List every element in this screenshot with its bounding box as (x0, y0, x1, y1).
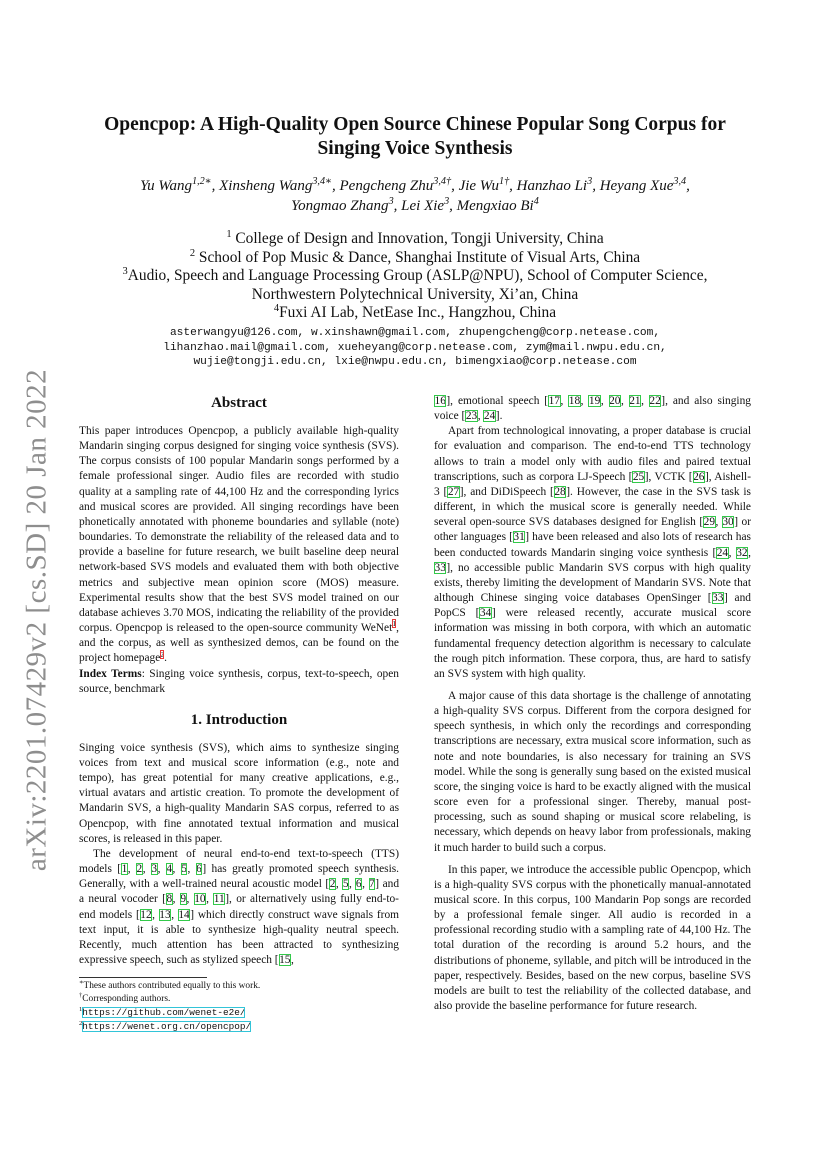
intro-paragraph-continued: 16], emotional speech [17, 18, 19, 20, 21, 22], and also singing voice [23, 24]. (434, 395, 751, 423)
citation-link[interactable]: 4 (166, 863, 173, 876)
citation-link[interactable]: 7 (369, 878, 375, 891)
email-line: lihanzhao.mail@gmail.com, xueheyang@corp.netease.com, zym@mail.nwpu.edu.cn, (163, 341, 667, 354)
footnote-equal-contribution: ∗These authors contributed equally to this work. (79, 978, 261, 991)
citation-link[interactable]: 1 (121, 863, 128, 876)
citation-link[interactable]: 5 (342, 878, 349, 891)
citation-link[interactable]: 16 (434, 395, 446, 407)
arxiv-identifier: arXiv:2201.07429v2 [cs.SD] 20 Jan 2022 (20, 368, 53, 872)
email-line: wujie@tongji.edu.cn, lxie@nwpu.edu.cn, bimengxiao@corp.netease.com (193, 356, 637, 369)
footnote-link[interactable]: 2 (160, 649, 165, 659)
citation-link[interactable]: 33 (434, 561, 446, 574)
intro-paragraph: Singing voice synthesis (SVS), which aims to synthesize singing voices from text and musical score information (e.g., note and tempo), has great potential for many creative applications, e.g., virtual avatars and artistic creation. To promote the development of Mandarin SVS, a high-quality Mandarin SAS corpus, referred to as Opencpop, with fine annotated textual information and musical scores, is released in this paper. (79, 741, 399, 845)
citation-link[interactable]: 22 (649, 395, 661, 407)
intro-paragraph: The development of neural end-to-end text-to-speech (TTS) models [1, 2, 3, 4, 5, 6] has greatly promoted speech synthesis. Generally, with a well-trained neural acoustic model [2, 5, 6, 7] and a neural vocoder [8, 9, 10, 11], or alternatively using fully end-to-end models [12, 13, 14] which directly construct wave signals from text input, it is able to synthesize high-quality neutral speech. Recently, much attention has been attracted to synthesizing expressive speech, such as stylized speech [15, (79, 847, 400, 966)
author: Heyang Xue$^{3,4}$ (599, 176, 687, 194)
citation-link[interactable]: 31 (513, 531, 525, 544)
footnote-2: $^2$https://wenet.org.cn/opencpop/ (79, 1019, 252, 1032)
footnote-link[interactable]: 1 (392, 619, 397, 629)
index-terms: Index Terms: Singing voice synthesis, corpus, text-to-speech, open source, benchmark (79, 667, 399, 695)
affiliation: $^1$ College of Design and Innovation, Tongji University, China (226, 228, 604, 247)
affiliation: $^2$ School of Pop Music & Dance, Shanghai Institute of Visual Arts, China (189, 247, 641, 266)
citation-link[interactable]: 19 (588, 395, 601, 407)
affiliations (80, 230, 750, 323)
citation-link[interactable]: 21 (629, 395, 641, 407)
citation-link[interactable]: 34 (479, 607, 492, 620)
author: Jie $Wu^{1\dagger}$ (458, 176, 510, 194)
citation-link[interactable]: 30 (722, 516, 734, 529)
abstract-paragraph: This paper introduces Opencpop, a publicly available high-quality Mandarin singing corpus designed for singing voice synthesis (SVS). The corpus consists of 100 popular Mandarin songs performed by a female professional singer. Audio files are recorded with studio quality at a sampling rate of 44,100 Hz and the corresponding lyrics and musical scores are provided. All singing recordings have been phonetically annotated with phoneme boundaries and syllable (note) boundaries. To demonstrate the reliability of the released data and to provide a baseline for future research, we built baseline deep neural network-based SVS models and evaluated them with both objective metrics and subjective mean opinion score (MOS) measure. Experimental results show that the best SVS model trained on our database achieves 3.70 MOS, indicating the reliability of the provided corpus. Opencpop is released to the open-source community WeNet$^1$, and the corpus, as well as synthesized demos, can be found on the project homepage$^2$. (79, 425, 399, 665)
affiliation: Northwestern Polytechnical University, Xi’an, China (251, 285, 579, 303)
introduction-heading: 1. Introduction (190, 711, 288, 728)
email-line: asterwangyu@126.com, w.xinshawn@gmail.com, zhupengcheng@corp.netease.com, (169, 327, 661, 339)
intro-paragraph: A major cause of this data shortage is the challenge of annotating a high-quality SVS corpus. Different from the corpora designed for speech synthesis, in which only the recordings and corresponding transcriptions are necessary, extra musical score information, such as note and note boundaries, is also necessary for training an SVS model. While the song is generally sung based on the existed musical score, the singing voice is hard to be exactly aligned with the musical score even for a professional singer. Thereby, manual post-processing, such as sound shaping or musical score relabeling, is necessary, which depends on heavy labor from professionals, making it much harder to build such a corpus. (434, 689, 751, 854)
citation-link[interactable]: 2 (136, 863, 143, 876)
affiliation: $^4$Fuxi AI Lab, NetEase Inc., Hangzhou, China (273, 303, 557, 322)
citation-link[interactable]: 6 (355, 878, 362, 891)
footnote-rule (79, 977, 207, 978)
footnotes (79, 980, 409, 1034)
opencpop-homepage-link[interactable]: https://wenet.org.cn/opencpop/ (82, 1021, 252, 1032)
paper-title (80, 113, 750, 161)
citation-link[interactable]: 23 (465, 410, 478, 423)
citation-link[interactable]: 33 (712, 592, 724, 605)
title-line-1: Opencpop: A High-Quality Open Source Chinese Popular Song Corpus for (104, 114, 726, 135)
citation-link[interactable]: 9 (180, 893, 187, 906)
citation-link[interactable]: 14 (178, 908, 190, 921)
intro-paragraph: Apart from technological innovating, a proper database is crucial for evaluation and comparison. The end-to-end TTS technology allows to train a model only with audio files and paired textual transcriptions, such as corpora LJ-Speech [25], VCTK [26], Aishell-3 [27], and DiDiSpeech [28]. However, the case in the SVS task is different, in which the musical score is generally needed. While several open-source SVS databases designed for English [29, 30] or other languages [31] have been released and also lots of research has been conducted towards Mandarin singing voice synthesis [24, 32, 33], no accessible public Mandarin SVS corpus with high quality exists, thereby limiting the development of Mandarin SVS. Note that although Chinese singing voice databases OpenSinger [33] and PopCS [34] were released recently, accurate musical score information was missing in both corpora, with which an automatic fundamental frequency detection algorithm is necessary to calculate the rough pitch information. These corpora, thus, are hard to satisfy an SVS system with high quality. (434, 425, 751, 680)
author: Xinsheng Wang$^{3,4∗}$ (219, 176, 332, 194)
email-list (80, 326, 750, 370)
citation-link[interactable]: 29 (703, 516, 716, 529)
citation-link[interactable]: 24 (716, 546, 729, 559)
citation-link[interactable]: 18 (568, 395, 581, 407)
author: Lei Xie$^3$ (401, 196, 450, 214)
citation-link[interactable]: 25 (632, 470, 645, 483)
arxiv-stamp (12, 370, 62, 870)
author: Pengcheng Zhu$^{3,4\dagger}$ (339, 176, 452, 194)
citation-link[interactable]: 2 (329, 878, 336, 891)
citation-link[interactable]: 5 (181, 863, 187, 876)
author: Hanzhao Li$^3$ (516, 176, 593, 194)
citation-link[interactable]: 32 (736, 546, 748, 559)
author-list: Yu Wang$^{1,2∗}$, Xinsheng Wang$^{3,4∗}$, Pengcheng Zhu$^{3,4\dagger}$, Jie $Wu^{1\dagger}$, Hanzhao Li$^3$, Heyang Xue$^{3,4}$, Yongmao Zhang$^3$, Lei Xie$^3$, Mengxiao Bi$^4$ (140, 176, 690, 214)
citation-link[interactable]: 12 (140, 908, 152, 921)
title-line-2: Singing Voice Synthesis (317, 138, 513, 159)
author: Yongmao Zhang$^3$ (291, 196, 394, 214)
author: Mengxiao Bi$^4$ (456, 196, 539, 214)
citation-link[interactable]: 26 (693, 470, 705, 483)
citation-link[interactable]: 27 (447, 485, 460, 498)
citation-link[interactable]: 11 (213, 893, 225, 906)
citation-link[interactable]: 3 (151, 863, 158, 876)
author: Yu Wang$^{1,2∗}$ (140, 176, 212, 194)
right-column (434, 394, 751, 1014)
abstract-heading: Abstract (211, 395, 267, 411)
left-column (79, 394, 399, 968)
footnote-1: $^1$https://github.com/wenet-e2e/ (79, 1005, 246, 1018)
intro-paragraph: In this paper, we introduce the accessible public Opencpop, which is a high-quality SVS corpus with the phonetically manual-annotated musical score. In this corpus, 100 Mandarin Pop songs are recorded by a professional female singer. All audio is recorded in a professional recording studio with a sampling rate of 44,100 Hz. The total duration of the recording is around 5.2 hours, and the distributions of phoneme, syllable, and pitch will be introduced in the paper, respectively. Besides, based on the new corpus, baseline SVS models are built to test the reliability of the collected database, and also provide the baseline performance for future research. (434, 863, 751, 1013)
citation-link[interactable]: 17 (548, 395, 560, 407)
citation-link[interactable]: 10 (194, 893, 206, 906)
citation-link[interactable]: 13 (159, 908, 171, 921)
citation-link[interactable]: 6 (196, 863, 202, 876)
citation-link[interactable]: 28 (554, 485, 566, 498)
citation-link[interactable]: 20 (609, 395, 621, 407)
footnote-corresponding: †Corresponding authors. (79, 991, 171, 1004)
citation-link[interactable]: 24 (483, 410, 496, 423)
wenet-link[interactable]: https://github.com/wenet-e2e/ (82, 1007, 246, 1018)
affiliation: $^3$Audio, Speech and Language Processing Group (ASLP@NPU), School of Computer Science, (122, 266, 708, 285)
citation-link[interactable]: 8 (166, 893, 173, 906)
citation-link[interactable]: 15 (279, 954, 291, 966)
